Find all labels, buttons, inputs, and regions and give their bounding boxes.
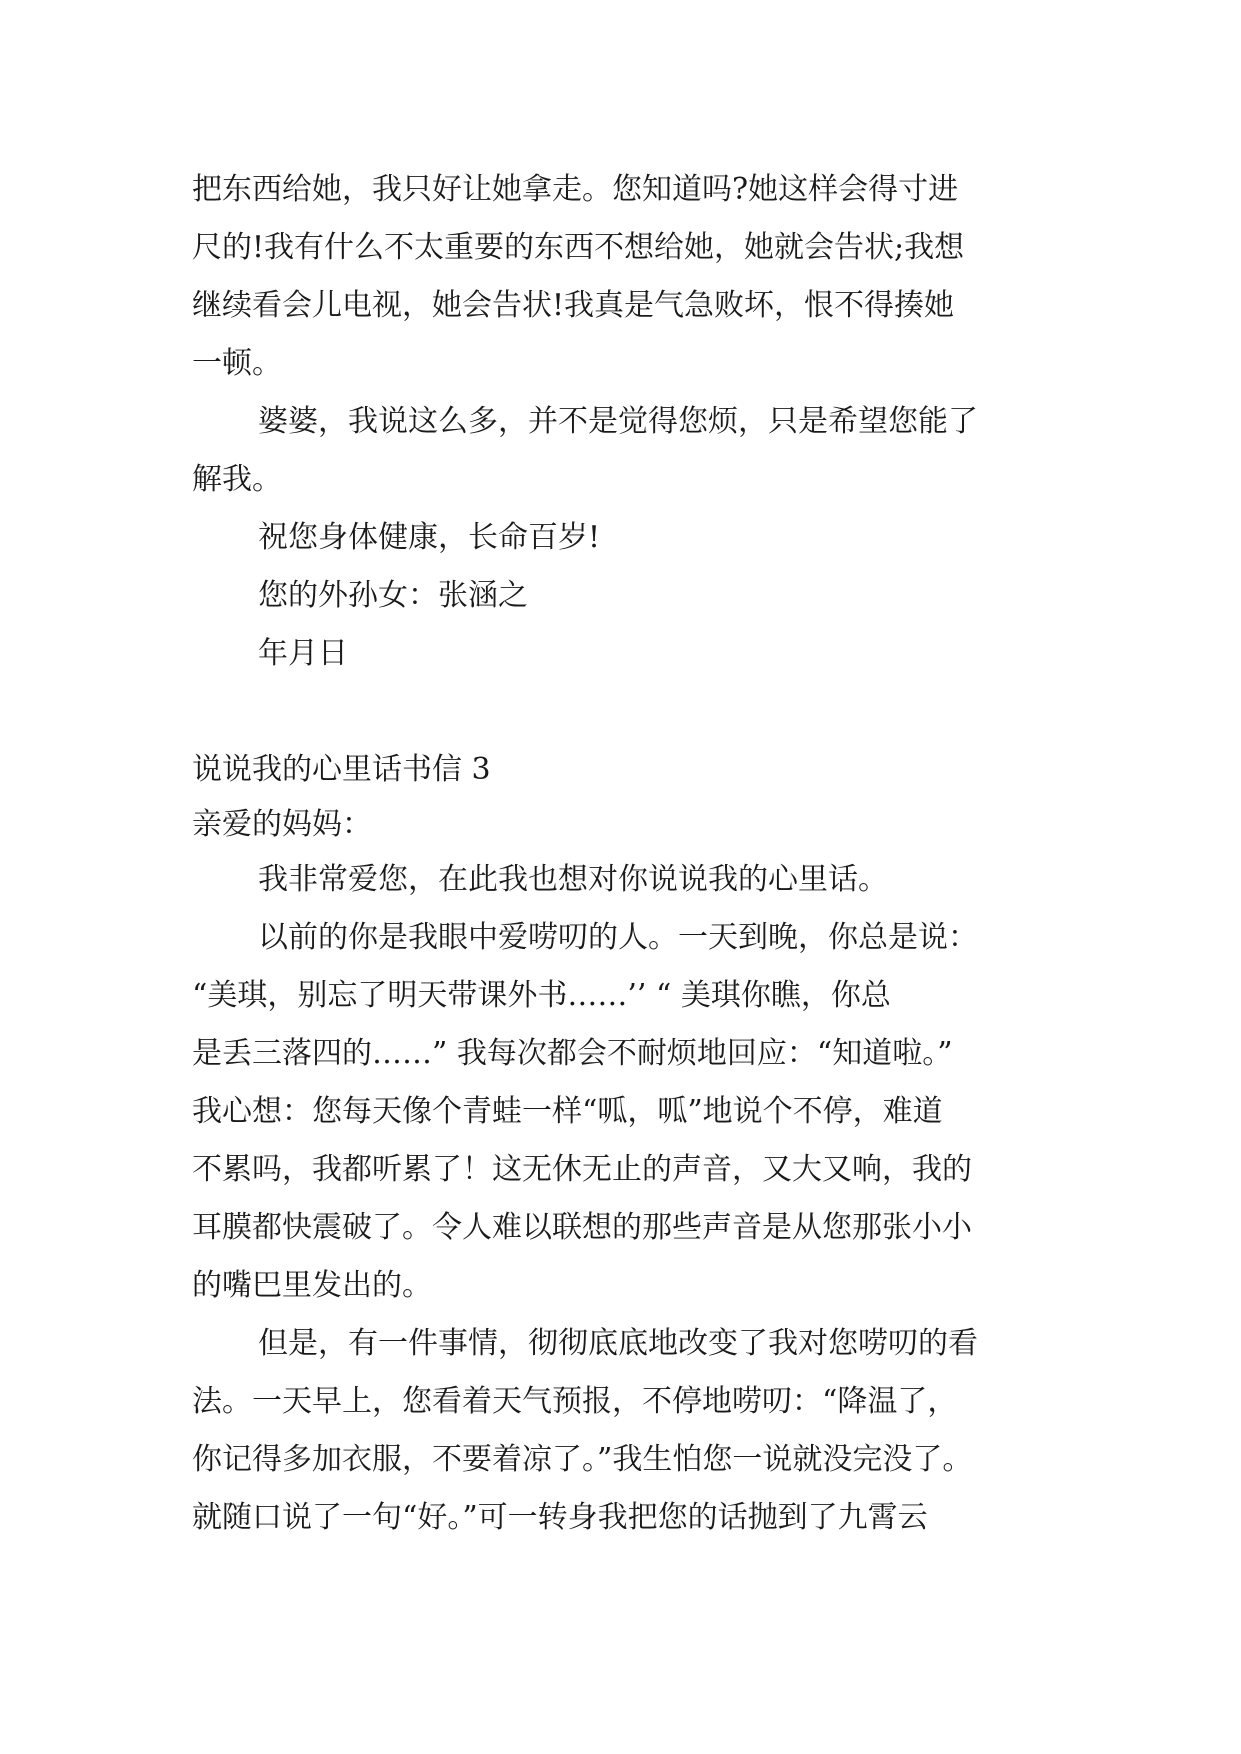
- signature: 您的外孙女：张涵之: [258, 578, 528, 613]
- text-line: 婆婆，我说这么多，并不是觉得您烦，只是希望您能了: [258, 404, 978, 439]
- date-line: 年月日: [258, 636, 348, 671]
- text-line: 法。一天早上，您看着天气预报，不停地唠叨：“降温了，: [192, 1384, 958, 1419]
- text-line: 一顿。: [192, 346, 282, 381]
- text-line: 继续看会儿电视，她会告状!我真是气急败坏，恨不得揍她: [192, 288, 955, 323]
- closing-wish: 祝您身体健康，长命百岁!: [258, 520, 601, 555]
- text-line: 耳膜都快震破了。令人难以联想的那些声音是从您那张小小: [192, 1210, 972, 1245]
- text-line: 的嘴巴里发出的。: [192, 1268, 432, 1303]
- text-line: 把东西给她，我只好让她拿走。您知道吗?她这样会得寸进: [192, 172, 959, 207]
- text-line: 不累吗，我都听累了！这无休无止的声音，又大又响，我的: [192, 1152, 972, 1187]
- document-body: [192, 161, 1082, 1547]
- section-gap: [192, 683, 1082, 741]
- text-line: 解我。: [192, 462, 282, 497]
- text-line: 我心想：您每天像个青蛙一样“呱，呱”地说个不停，难道: [192, 1094, 943, 1129]
- text-line: 我非常爱您，在此我也想对你说说我的心里话。: [258, 862, 888, 897]
- text-line: “美琪，别忘了明天带课外书……’’ “ 美琪你瞧，你总: [192, 978, 891, 1013]
- text-line: 就随口说了一句“好。”可一转身我把您的话抛到了九霄云: [192, 1500, 928, 1535]
- section-title: 说说我的心里话书信 3: [192, 752, 491, 787]
- text-line: 你记得多加衣服，不要着凉了。”我生怕您一说就没完没了。: [192, 1442, 973, 1477]
- salutation: 亲爱的妈妈：: [192, 807, 372, 842]
- text-line: 尺的!我有什么不太重要的东西不想给她，她就会告状;我想: [192, 230, 965, 265]
- text-line: 以前的你是我眼中爱唠叨的人。一天到晚，你总是说：: [258, 920, 978, 955]
- text-line: 是丢三落四的……” 我每次都会不耐烦地回应：“知道啦。”: [192, 1036, 953, 1071]
- text-line: 但是，有一件事情，彻彻底底地改变了我对您唠叨的看: [258, 1326, 978, 1361]
